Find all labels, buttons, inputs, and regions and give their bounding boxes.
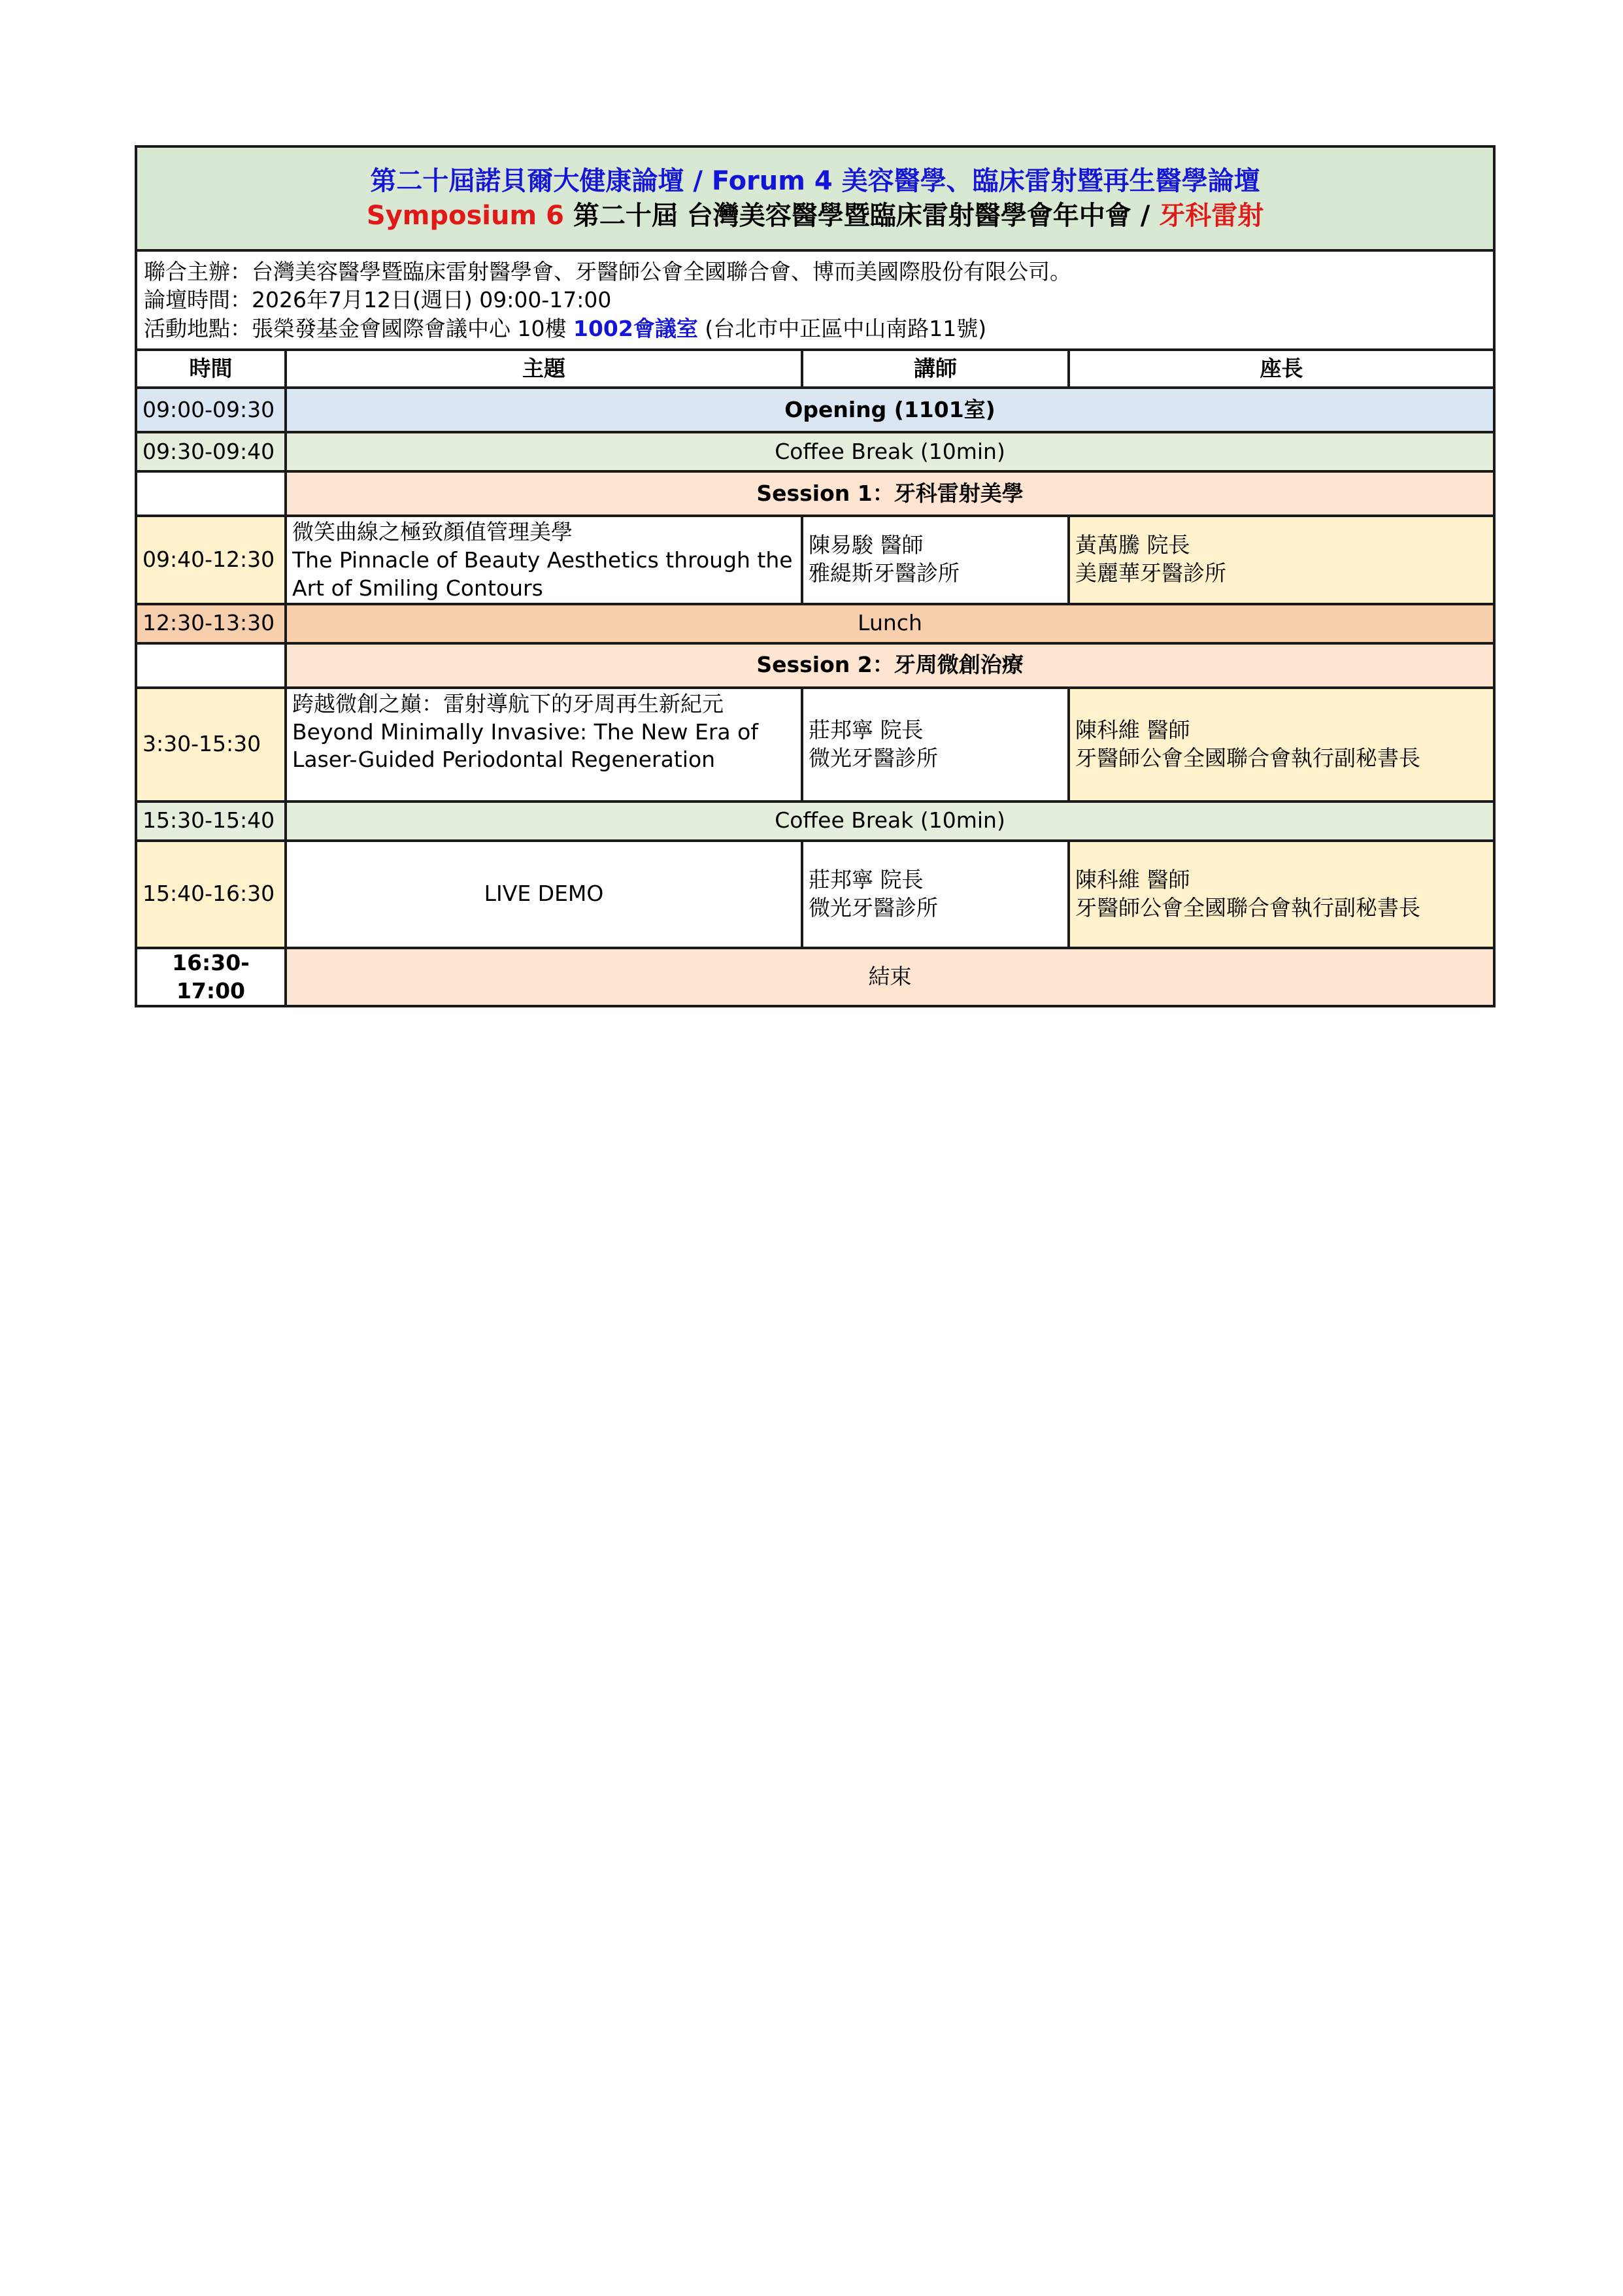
session2-time-empty <box>136 643 286 688</box>
header-speaker: 講師 <box>802 350 1069 388</box>
end-row <box>136 948 1494 1007</box>
demo-time: 15:40-16:30 <box>136 841 286 948</box>
organizers: 聯合主辦：台灣美容醫學暨臨床雷射醫學會、牙醫師公會全國聯合會、博而美國際股份有限公司。 <box>144 258 1071 284</box>
session1-row <box>136 471 1494 516</box>
talk2-row <box>136 688 1494 802</box>
talk1-speaker-org: 雅緹斯牙醫診所 <box>809 560 960 586</box>
demo-topic: LIVE DEMO <box>286 841 802 948</box>
demo-row <box>136 841 1494 948</box>
session1-time-empty <box>136 471 286 516</box>
symposium-label: Symposium 6 <box>366 200 564 231</box>
talk1-chair-name: 黃萬騰 院長 <box>1075 532 1190 558</box>
demo-chair-org: 牙醫師公會全國聯合會執行副秘書長 <box>1075 894 1420 920</box>
schedule-table <box>135 145 1496 1007</box>
end-label: 結束 <box>286 948 1494 1007</box>
talk2-chair <box>1069 688 1494 802</box>
event-info <box>136 250 1494 350</box>
talk1-chair-org: 美麗華牙醫診所 <box>1075 560 1226 586</box>
talk2-topic <box>286 688 802 802</box>
demo-speaker-name: 莊邦寧 院長 <box>809 866 924 892</box>
event-venue <box>144 314 1486 343</box>
talk2-topic-zh: 跨越微創之巔：雷射導航下的牙周再生新紀元 <box>292 690 724 717</box>
opening-label: Opening (1101室) <box>286 388 1494 432</box>
header-time: 時間 <box>136 350 286 388</box>
lunch-label: Lunch <box>286 604 1494 643</box>
talk2-speaker-name: 莊邦寧 院長 <box>809 717 924 743</box>
talk1-topic-zh: 微笑曲線之極致顏值管理美學 <box>292 519 573 545</box>
venue-room: 1002會議室 <box>573 315 698 341</box>
lunch-time: 12:30-13:30 <box>136 604 286 643</box>
talk1-row <box>136 516 1494 604</box>
talk2-time: 3:30-15:30 <box>136 688 286 802</box>
talk1-topic <box>286 516 802 604</box>
symposium-name: 第二十屆 台灣美容醫學暨臨床雷射醫學會年中會 / <box>563 200 1160 231</box>
talk2-chair-name: 陳科維 醫師 <box>1075 717 1190 743</box>
session1-label: Session 1：牙科雷射美學 <box>286 471 1494 516</box>
break2-time: 15:30-15:40 <box>136 802 286 841</box>
break1-label: Coffee Break (10min) <box>286 432 1494 471</box>
header-row <box>136 350 1494 388</box>
demo-speaker <box>802 841 1069 948</box>
opening-row <box>136 388 1494 432</box>
talk1-speaker <box>802 516 1069 604</box>
schedule-document <box>135 145 1493 1007</box>
symposium-topic: 牙科雷射 <box>1159 200 1264 231</box>
talk2-speaker <box>802 688 1069 802</box>
venue-address: (台北市中正區中山南路11號) <box>697 315 987 341</box>
title-row <box>136 146 1494 250</box>
lunch-row <box>136 604 1494 643</box>
talk2-chair-org: 牙醫師公會全國聯合會執行副秘書長 <box>1075 745 1420 771</box>
break2-label: Coffee Break (10min) <box>286 802 1494 841</box>
end-time: 16:30-17:00 <box>136 948 286 1007</box>
talk1-speaker-name: 陳易駿 醫師 <box>809 532 924 558</box>
talk2-speaker-org: 微光牙醫診所 <box>809 745 938 771</box>
demo-chair <box>1069 841 1494 948</box>
forum-title <box>136 146 1494 250</box>
opening-time: 09:00-09:30 <box>136 388 286 432</box>
talk1-time: 09:40-12:30 <box>136 516 286 604</box>
header-chair: 座長 <box>1069 350 1494 388</box>
event-time: 論壇時間：2026年7月12日(週日) 09:00-17:00 <box>144 287 612 313</box>
session2-label: Session 2：牙周微創治療 <box>286 643 1494 688</box>
forum-title-line2 <box>142 199 1488 233</box>
talk1-topic-en: The Pinnacle of Beauty Aesthetics through the Art of Smiling Contours <box>292 547 793 601</box>
talk2-topic-en: Beyond Minimally Invasive: The New Era of Laser-Guided Periodontal Regeneration <box>292 718 758 773</box>
demo-speaker-org: 微光牙醫診所 <box>809 894 938 920</box>
coffee-break-row-2 <box>136 802 1494 841</box>
venue-prefix: 活動地點：張榮發基金會國際會議中心 10樓 <box>144 315 573 341</box>
talk1-chair <box>1069 516 1494 604</box>
session2-row <box>136 643 1494 688</box>
coffee-break-row-1 <box>136 432 1494 471</box>
header-topic: 主題 <box>286 350 802 388</box>
demo-chair-name: 陳科維 醫師 <box>1075 866 1190 892</box>
break1-time: 09:30-09:40 <box>136 432 286 471</box>
forum-title-line1: 第二十屆諾貝爾大健康論壇 / Forum 4 美容醫學、臨床雷射暨再生醫學論壇 <box>370 165 1260 196</box>
info-row <box>136 250 1494 350</box>
